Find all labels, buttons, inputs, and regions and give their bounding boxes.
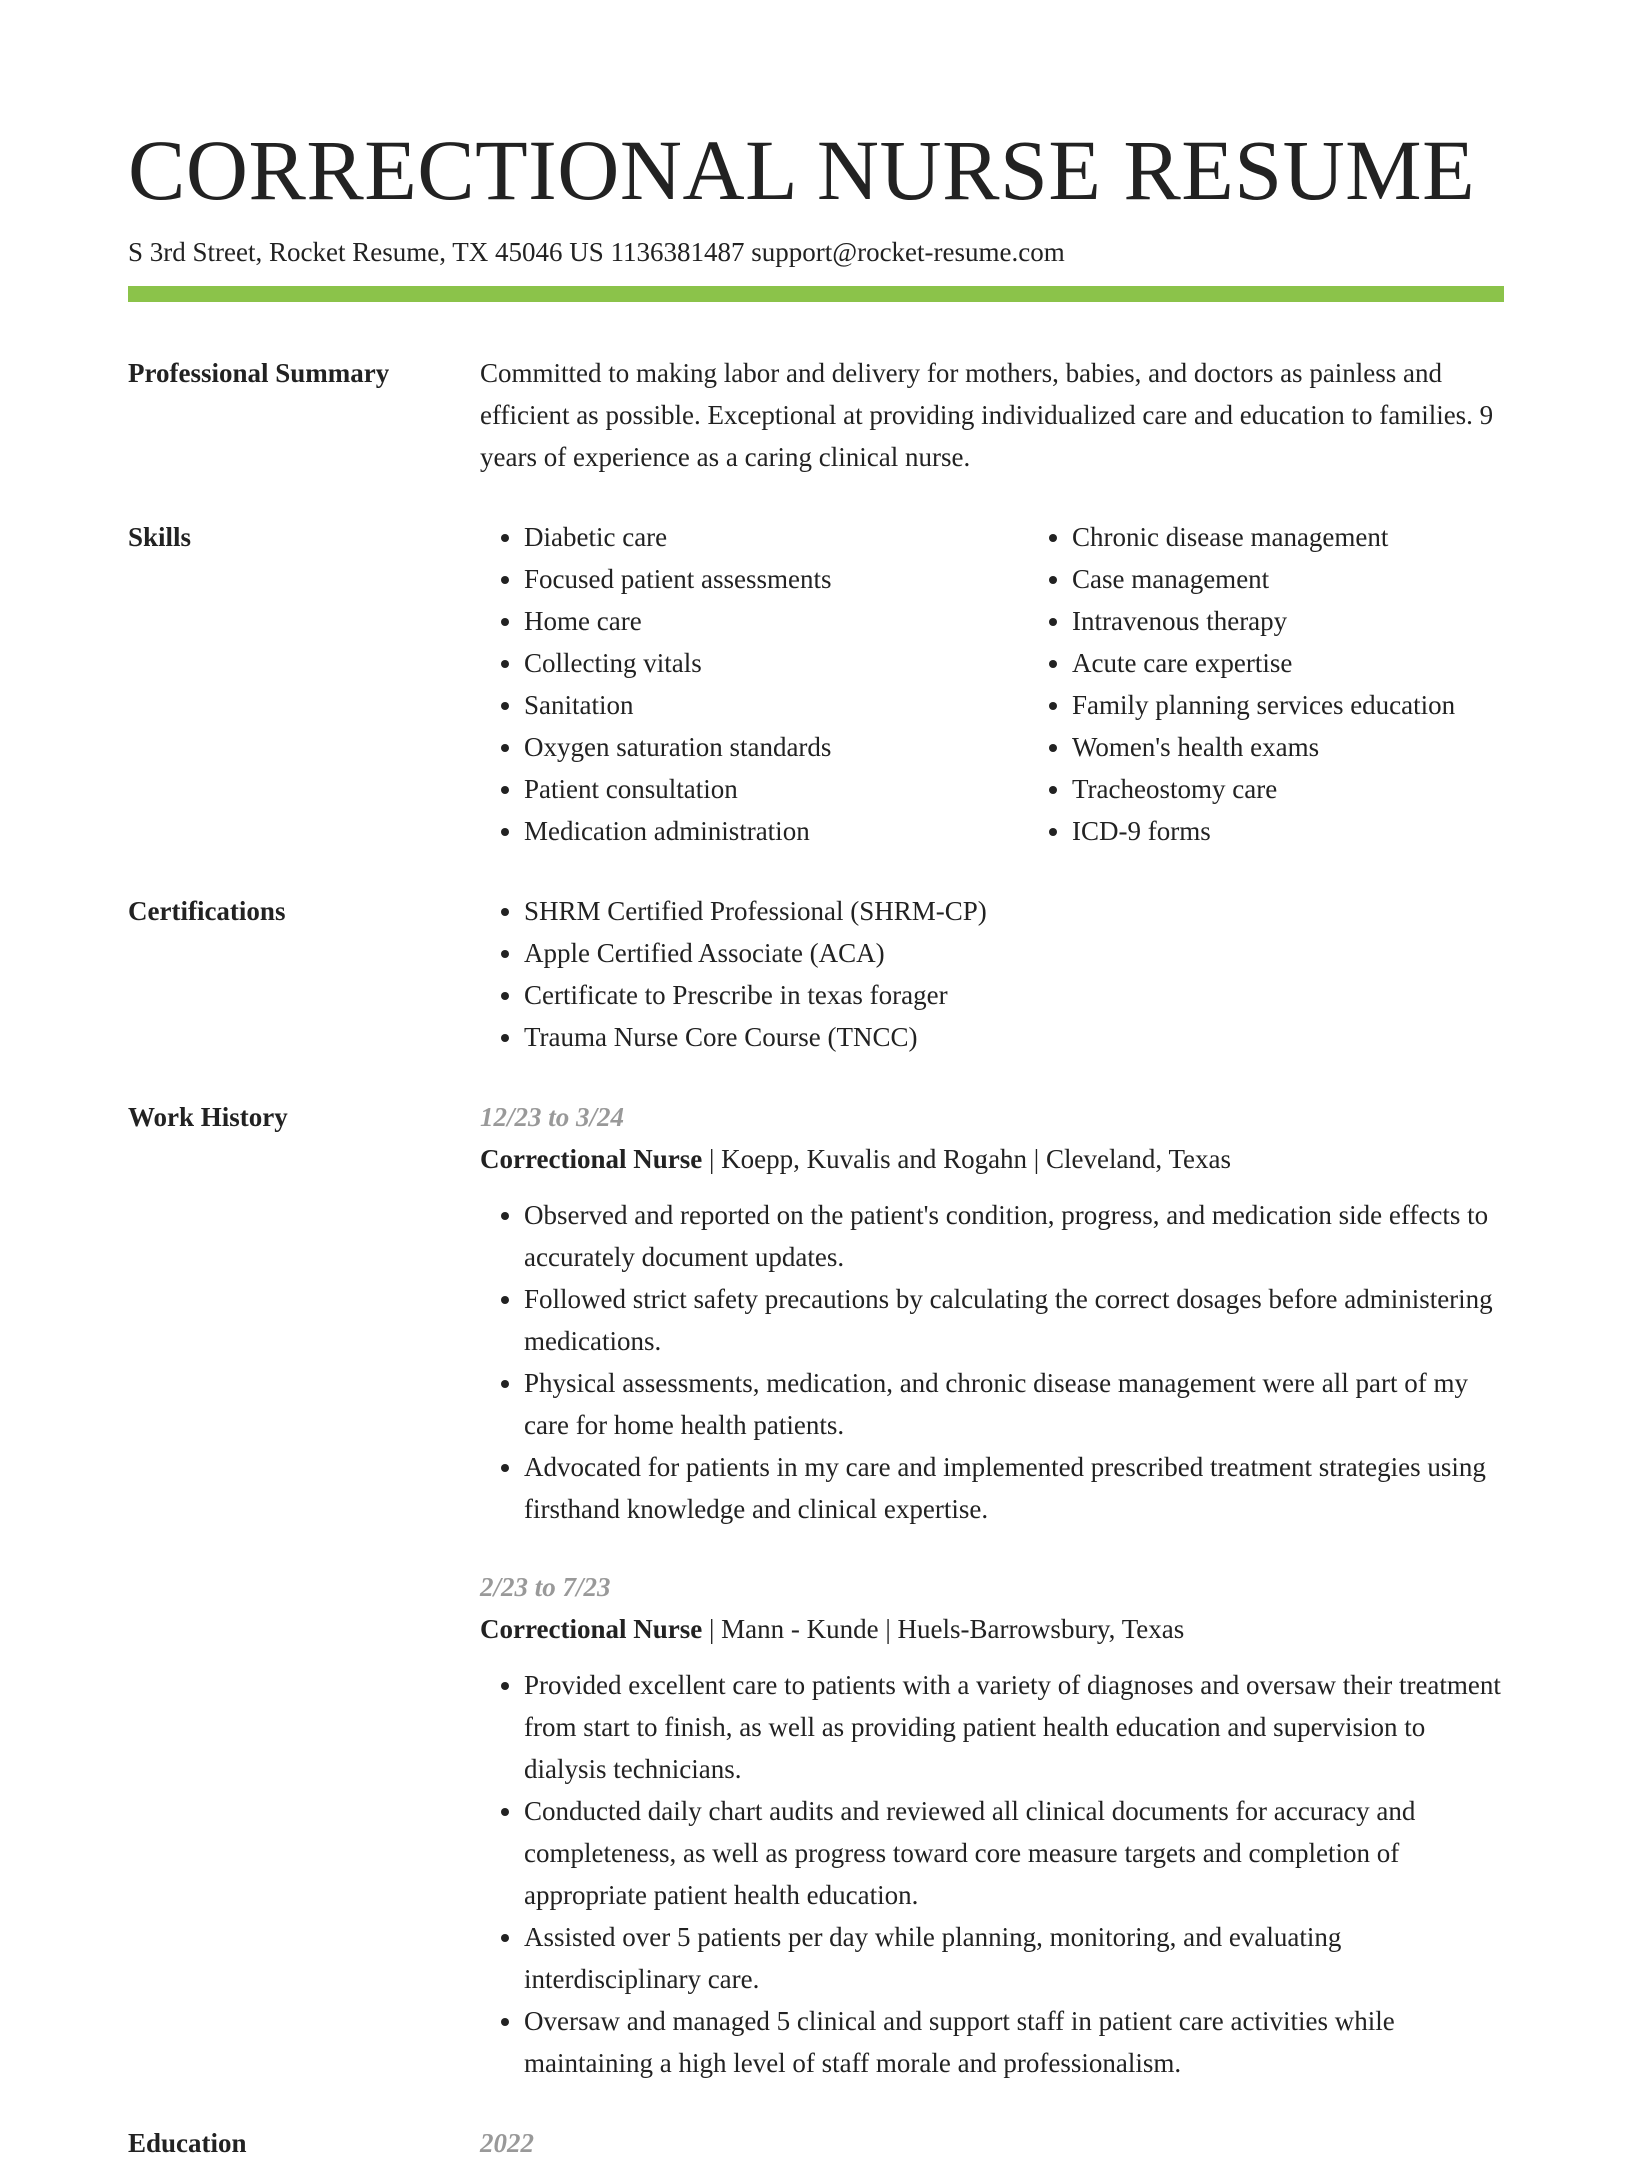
list-item: • Assisted over 5 patients per day while planning, monitoring, and evaluating interdisciplinary care. <box>524 1916 1504 2000</box>
list-item: • Focused patient assessments <box>524 558 1028 600</box>
list-item: • Advocated for patients in my care and implemented prescribed treatment strategies using firsthand knowledge and clinical expertise. <box>524 1446 1504 1530</box>
list-item: • Family planning services education <box>1072 684 1542 726</box>
list-item: • Physical assessments, medication, and chronic disease management were all part of my care for home health patients. <box>524 1362 1504 1446</box>
list-item: • Home care <box>524 600 1028 642</box>
section-label: Professional Summary <box>128 358 390 388</box>
skills-list-left <box>480 516 1028 852</box>
job-bullets <box>480 1194 1504 1530</box>
summary-section <box>128 352 1504 478</box>
list-item: • ICD-9 forms <box>1072 810 1542 852</box>
list-item: • Sanitation <box>524 684 1028 726</box>
job-heading <box>480 1138 1504 1180</box>
list-item: • Women's health exams <box>1072 726 1542 768</box>
section-label: Work History <box>128 1102 288 1132</box>
list-item: • Provided excellent care to patients with a variety of diagnoses and oversaw their treatment from start to finish, as well as providing patient health education and supervision to dialysis technicians. <box>524 1664 1504 1790</box>
list-item: • Oversaw and managed 5 clinical and support staff in patient care activities while maintaining a high level of staff morale and professionalism. <box>524 2000 1504 2084</box>
skills-list-right <box>1028 516 1542 852</box>
list-item: • Certificate to Prescribe in texas forager <box>524 974 1504 1016</box>
job-title: Correctional Nurse <box>480 1144 703 1174</box>
job-details: | Mann - Kunde | Huels-Barrowsbury, Texas <box>702 1614 1185 1644</box>
summary-text: Committed to making labor and delivery for mothers, babies, and doctors as painless and efficient as possible. Exceptional at providing individualized care and education to families. 9 years of experience as a caring clinical nurse. <box>480 358 1494 472</box>
list-item: • Apple Certified Associate (ACA) <box>524 932 1504 974</box>
list-item: • Case management <box>1072 558 1542 600</box>
accent-divider <box>128 286 1504 302</box>
section-label: Education <box>128 2128 247 2158</box>
job-entry <box>480 1096 1504 1530</box>
job-bullets <box>480 1664 1504 2084</box>
resume-title: CORRECTIONAL NURSE RESUME <box>128 122 1476 218</box>
list-item: • Chronic disease management <box>1072 516 1542 558</box>
list-item: • SHRM Certified Professional (SHRM-CP) <box>524 890 1504 932</box>
job-dates: 2/23 to 7/23 <box>480 1572 611 1602</box>
list-item: • Medication administration <box>524 810 1028 852</box>
list-item: • Oxygen saturation standards <box>524 726 1028 768</box>
list-item: • Intravenous therapy <box>1072 600 1542 642</box>
list-item: • Patient consultation <box>524 768 1028 810</box>
list-item: • Tracheostomy care <box>1072 768 1542 810</box>
certifications-list <box>480 890 1504 1058</box>
work-history-section <box>128 1096 1504 2084</box>
list-item: • Followed strict safety precautions by calculating the correct dosages before administering medications. <box>524 1278 1504 1362</box>
list-item: • Diabetic care <box>524 516 1028 558</box>
job-heading <box>480 1608 1504 1650</box>
job-dates: 12/23 to 3/24 <box>480 1102 625 1132</box>
section-label: Skills <box>128 522 192 552</box>
job-title: Correctional Nurse <box>480 1614 703 1644</box>
section-label: Certifications <box>128 896 286 926</box>
resume-page <box>128 120 1504 2164</box>
list-item: • Trauma Nurse Core Course (TNCC) <box>524 1016 1504 1058</box>
certifications-section <box>128 890 1504 1058</box>
job-details: | Koepp, Kuvalis and Rogahn | Cleveland, Texas <box>702 1144 1232 1174</box>
education-section <box>128 2122 1504 2164</box>
list-item: • Conducted daily chart audits and reviewed all clinical documents for accuracy and completeness, as well as progress toward core measure targets and completion of appropriate patient health education. <box>524 1790 1504 1916</box>
list-item: • Collecting vitals <box>524 642 1028 684</box>
skills-section <box>128 516 1504 852</box>
list-item: • Observed and reported on the patient's condition, progress, and medication side effects to accurately document updates. <box>524 1194 1504 1278</box>
education-dates: 2022 <box>480 2128 534 2158</box>
contact-line: S 3rd Street, Rocket Resume, TX 45046 US 1136381487 support@rocket-resume.com <box>128 237 1065 267</box>
job-entry <box>480 1566 1504 2084</box>
list-item: • Acute care expertise <box>1072 642 1542 684</box>
